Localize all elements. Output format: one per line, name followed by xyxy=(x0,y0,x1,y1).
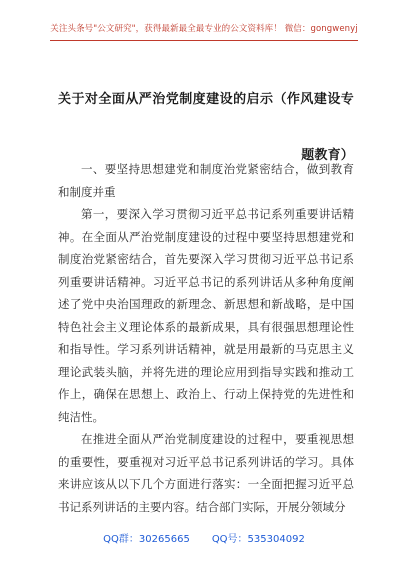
footer-contact xyxy=(0,530,408,545)
body-paragraph: 在推进全面从严治党制度建设的过程中，要重视思想的重要性，要重视对习近平总书记系列讲话的学习。具体来讲应该从以下几个方面进行落实：一全面把握习近平总书记系列讲话的主要内容。结合部门实际，开展分领域分 xyxy=(58,432,354,514)
body-paragraph: 第一，要深入学习贯彻习近平总书记系列重要讲话精神。在全面从严治党制度建设的过程中要坚持思想建党和制度治党紧密结合，首先要深入学习贯彻习近平总书记系列重要讲话精神。习近平总书记的系列讲话从多种角度阐述了党中央治国理政的新理念、新思想和新战略，是中国特色社会主义理论体系的最新成果，具有很强思想理论性和指导性。学习系列讲话精神，就是用最新的马克思主义理论武装头脑，并将先进的理论应用到指导实践和推动工作上，确保在思想上、政治上、行动上保持党的先进性和纯洁性。 xyxy=(58,207,354,424)
qq-number: QQ号：535304092 xyxy=(211,534,305,545)
section-heading: 一、要坚持思想建党和制度治党紧密结合，做到教育和制度并重 xyxy=(58,162,354,199)
document-title: 关于对全面从严治党制度建设的启示（作风建设专题教育） xyxy=(58,92,354,163)
header-divider xyxy=(50,40,358,41)
header-note: 关注头条号"公文研究"，获得最新最全最专业的公文资料库！ 微信：gongwenyj xyxy=(50,24,358,34)
qq-group-number: QQ群：30265665 xyxy=(103,534,190,545)
document-body xyxy=(58,158,354,518)
